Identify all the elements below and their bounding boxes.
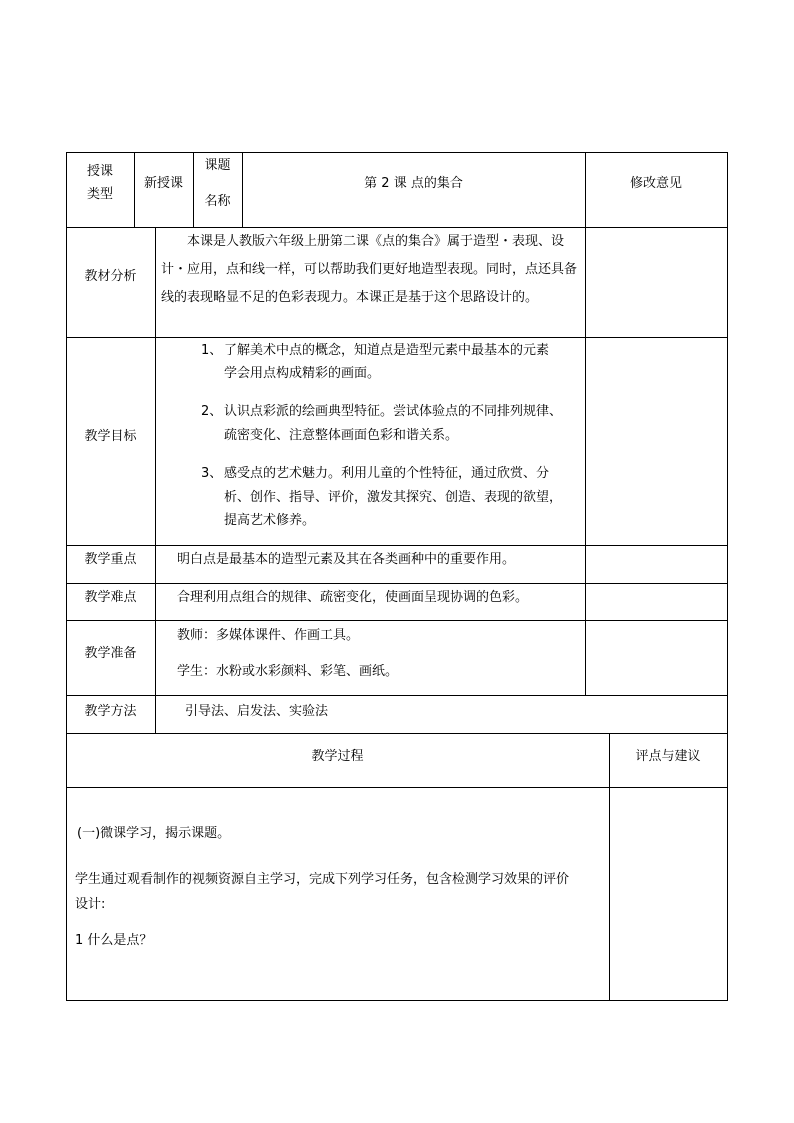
preparation-label: 教学准备 [84, 646, 137, 661]
border-row4 [66, 583, 728, 584]
process-question-1: 1 什么是点？ [75, 933, 153, 948]
border-row3 [66, 545, 728, 546]
preparation-teacher: 教师：多媒体课件、作画工具。 [177, 628, 360, 643]
process-intro-line1: 学生通过观看制作的视频资源自主学习，完成下列学习任务，包含检测学习效果的评价 [75, 872, 570, 887]
difficulty-label: 教学难点 [84, 590, 137, 605]
border-revision-col [585, 227, 586, 695]
type-value: 新授课 [143, 176, 183, 191]
name-label-1: 课题 [204, 158, 231, 173]
difficulty-text: 合理利用点组合的规律、疏密变化，使画面呈现协调的色彩。 [177, 590, 529, 605]
border-row5 [66, 620, 728, 621]
goal-2-num: 2、 [201, 404, 223, 419]
goal-3-line2: 析、创作、指导、评价，激发其探究、创造、表现的欲望， [224, 490, 563, 505]
goals-label: 教学目标 [84, 429, 137, 444]
process-step-1: (一)微课学习，揭示课题。 [77, 826, 231, 841]
goal-3-num: 3、 [201, 466, 223, 481]
material-label: 教材分析 [84, 269, 137, 284]
comment-label: 评点与建议 [635, 749, 701, 764]
type-label-2: 类型 [86, 187, 113, 202]
border-row6 [66, 695, 728, 696]
goal-2-line1: 认识点彩派的绘画典型特征。尝试体验点的不同排列规律、 [224, 404, 563, 419]
goal-1-line2: 学会用点构成精彩的画面。 [224, 366, 381, 381]
goal-3-line1: 感受点的艺术魅力。利用儿童的个性特征，通过欣赏、分 [224, 466, 550, 481]
process-label: 教学过程 [311, 749, 364, 764]
goal-3-line3: 提高艺术修养。 [224, 513, 316, 528]
process-intro-line2: 设计: [75, 897, 106, 912]
border-process-col [609, 733, 610, 1001]
border-row8 [66, 787, 728, 788]
type-label-1: 授课 [86, 164, 113, 179]
goal-1-line1: 了解美术中点的概念，知道点是造型元素中最基本的元素 [224, 343, 550, 358]
revision-label: 修改意见 [629, 176, 682, 191]
material-text: 本课是人教版六年级上册第二课《点的集合》属于造型・表现、设计・应用，点和线一样，可以帮助我们更好地造型表现。同时，点还具备线的表现略显不足的色彩表现力。本课正是基于这个思路设计的。 [161, 234, 578, 305]
key-point-label: 教学重点 [84, 552, 137, 567]
method-label: 教学方法 [84, 704, 137, 719]
key-point-text: 明白点是最基本的造型元素及其在各类画种中的重要作用。 [177, 552, 516, 567]
name-label-2: 名称 [204, 194, 231, 209]
goal-1-num: 1、 [201, 343, 223, 358]
border-label-col [155, 227, 156, 733]
border-row2 [66, 337, 728, 338]
border-top [66, 152, 728, 153]
border-right [727, 152, 728, 1001]
lesson-title: 第 2 课 点的集合 [364, 176, 463, 191]
border-row7 [66, 733, 728, 734]
goal-2-line2: 疏密变化、注意整体画面色彩和谐关系。 [224, 428, 459, 443]
method-text: 引导法、启发法、实验法 [185, 704, 329, 719]
preparation-student: 学生：水粉或水彩颜料、彩笔、画纸。 [177, 664, 399, 679]
border-bottom [66, 1000, 728, 1001]
